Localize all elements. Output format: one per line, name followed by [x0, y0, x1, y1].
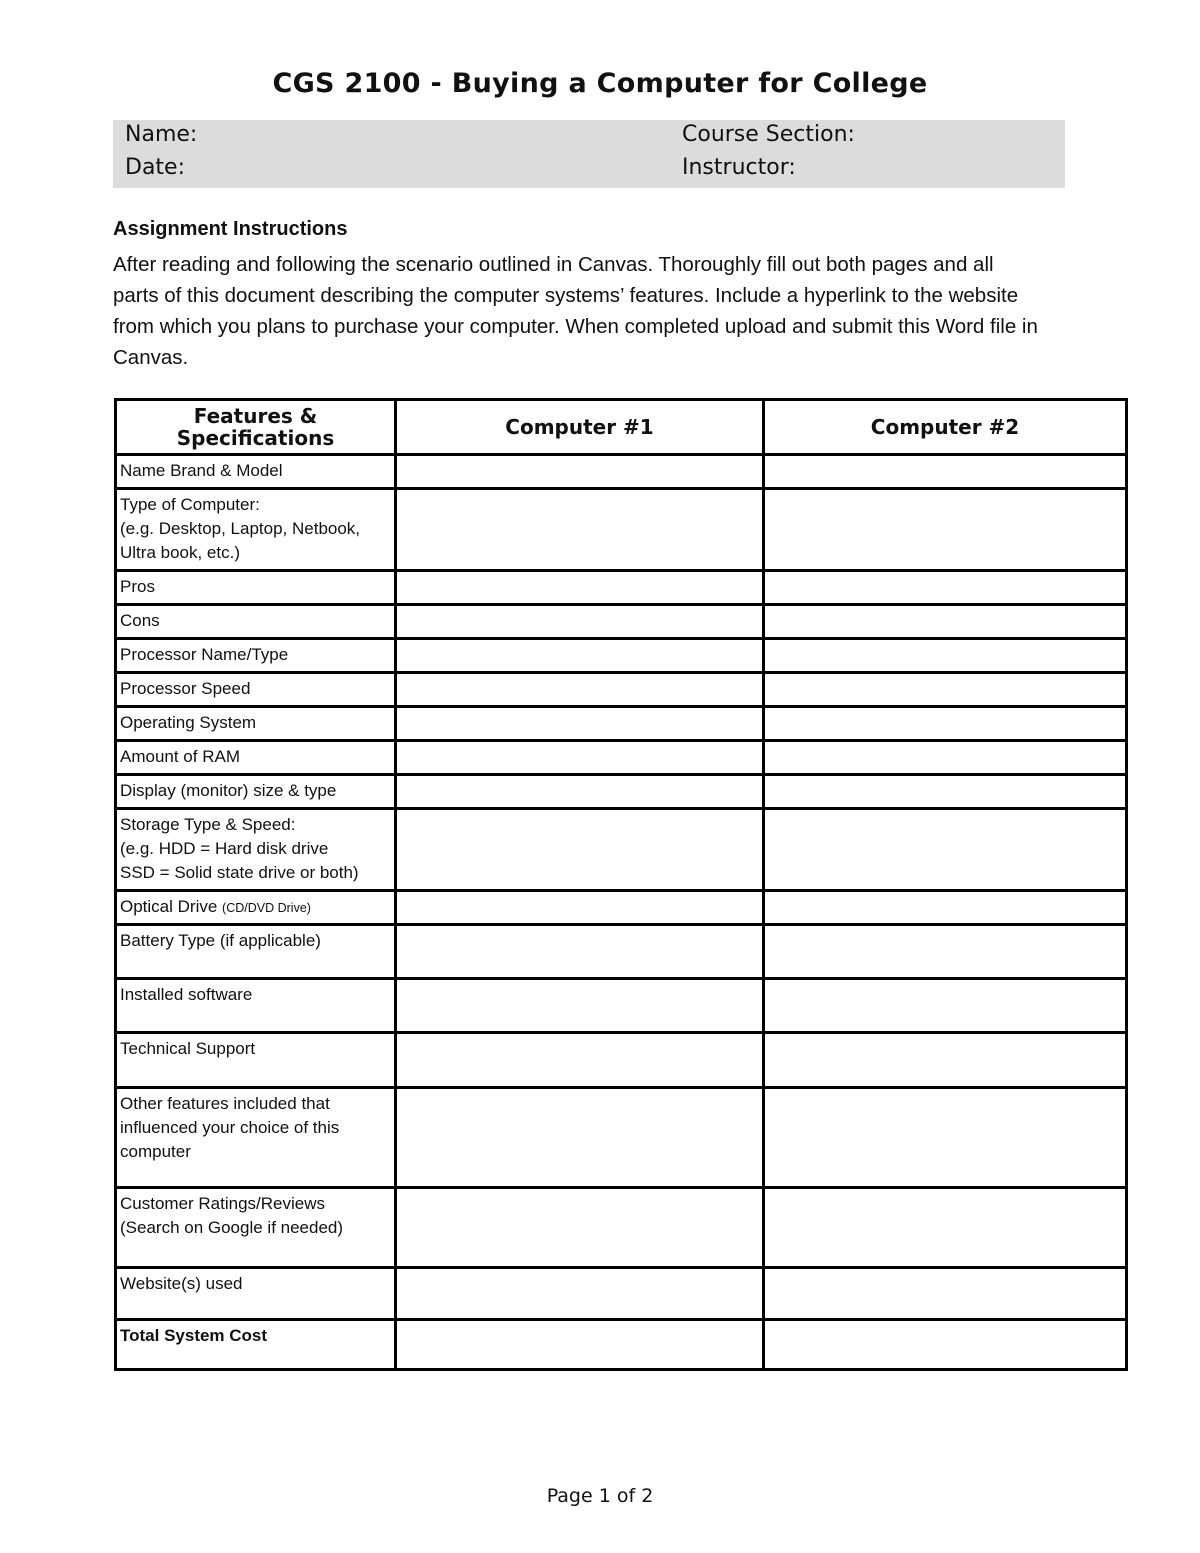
computer-2-cell[interactable]: [764, 979, 1127, 1033]
computer-1-cell[interactable]: [396, 673, 764, 707]
computer-2-cell[interactable]: [764, 571, 1127, 605]
row-label: Optical Drive: [120, 897, 218, 916]
table-row: [116, 639, 1127, 673]
computer-2-cell[interactable]: [764, 673, 1127, 707]
computer-2-cell[interactable]: [764, 809, 1127, 891]
computer-2-cell[interactable]: [764, 605, 1127, 639]
row-label: Processor Speed: [116, 673, 396, 707]
student-info-box: [113, 120, 1065, 188]
computer-2-cell[interactable]: [764, 1320, 1127, 1370]
row-label: Display (monitor) size & type: [116, 775, 396, 809]
header-computer-1: Computer #1: [396, 400, 764, 455]
table-row: [116, 455, 1127, 489]
computer-2-cell[interactable]: [764, 489, 1127, 571]
row-label-note: (CD/DVD Drive): [222, 901, 311, 915]
table-row: [116, 673, 1127, 707]
computer-1-cell[interactable]: [396, 1320, 764, 1370]
computer-2-cell[interactable]: [764, 1268, 1127, 1320]
comparison-table: [114, 398, 1128, 1371]
computer-1-cell[interactable]: [396, 1033, 764, 1088]
table-row: [116, 605, 1127, 639]
table-row: [116, 1320, 1127, 1370]
computer-1-cell[interactable]: [396, 1088, 764, 1188]
table-header-row: [116, 400, 1127, 455]
row-label: Installed software: [116, 979, 396, 1033]
table-row: [116, 925, 1127, 979]
row-label: Cons: [116, 605, 396, 639]
computer-1-cell[interactable]: [396, 979, 764, 1033]
instructions-body: After reading and following the scenario outlined in Canvas. Thoroughly fill out both pages and all parts of this document describing the computer systems’ features. Include a hyperlink to the website from which you plans to purchase your computer. When completed upload and submit this Word file in Canvas.: [113, 253, 1038, 369]
row-label: Website(s) used: [116, 1268, 396, 1320]
row-label: Total System Cost: [116, 1320, 396, 1370]
computer-1-cell[interactable]: [396, 571, 764, 605]
date-label: Date:: [125, 155, 185, 180]
row-label: Processor Name/Type: [116, 639, 396, 673]
row-label-line: (Search on Google if needed): [120, 1218, 344, 1237]
row-label-cell: [116, 1088, 396, 1188]
computer-1-cell[interactable]: [396, 639, 764, 673]
row-label: Battery Type (if applicable): [116, 925, 396, 979]
header-computer-2: Computer #2: [764, 400, 1127, 455]
computer-2-cell[interactable]: [764, 775, 1127, 809]
computer-1-cell[interactable]: [396, 809, 764, 891]
computer-2-cell[interactable]: [764, 455, 1127, 489]
computer-2-cell[interactable]: [764, 707, 1127, 741]
computer-2-cell[interactable]: [764, 891, 1127, 925]
row-label-line: computer: [120, 1142, 191, 1161]
computer-1-cell[interactable]: [396, 455, 764, 489]
instructor-label: Instructor:: [682, 155, 796, 180]
row-label: Technical Support: [116, 1033, 396, 1088]
row-label-line: influenced your choice of this: [120, 1118, 340, 1137]
table-row: [116, 489, 1127, 571]
computer-2-cell[interactable]: [764, 1033, 1127, 1088]
table-row: [116, 571, 1127, 605]
table-row: [116, 1268, 1127, 1320]
row-label-cell: [116, 1188, 396, 1268]
instructions-heading: Assignment Instructions: [113, 218, 348, 240]
table-row: [116, 707, 1127, 741]
row-label: Amount of RAM: [116, 741, 396, 775]
computer-1-cell[interactable]: [396, 707, 764, 741]
table-row: [116, 809, 1127, 891]
row-label: Other features included that: [120, 1094, 330, 1113]
row-label-line: Ultra book, etc.): [120, 543, 240, 562]
computer-2-cell[interactable]: [764, 1188, 1127, 1268]
table-row: [116, 891, 1127, 925]
row-label: Type of Computer:: [120, 495, 260, 514]
computer-1-cell[interactable]: [396, 775, 764, 809]
row-label: Pros: [116, 571, 396, 605]
table-row: [116, 1188, 1127, 1268]
computer-1-cell[interactable]: [396, 489, 764, 571]
computer-1-cell[interactable]: [396, 741, 764, 775]
row-label-cell: [116, 809, 396, 891]
table-row: [116, 1033, 1127, 1088]
course-section-label: Course Section:: [682, 122, 855, 147]
computer-2-cell[interactable]: [764, 639, 1127, 673]
computer-1-cell[interactable]: [396, 1188, 764, 1268]
row-label-line: SSD = Solid state drive or both): [120, 863, 359, 882]
computer-2-cell[interactable]: [764, 741, 1127, 775]
row-label: Name Brand & Model: [116, 455, 396, 489]
header-features: Features & Specifications: [116, 400, 396, 455]
row-label: Customer Ratings/Reviews: [120, 1194, 326, 1213]
row-label-cell: [116, 489, 396, 571]
row-label-line: (e.g. HDD = Hard disk drive: [120, 839, 329, 858]
page-number: Page 1 of 2: [546, 1485, 654, 1507]
row-label: Storage Type & Speed:: [120, 815, 296, 834]
computer-1-cell[interactable]: [396, 891, 764, 925]
row-label-line: (e.g. Desktop, Laptop, Netbook,: [120, 519, 361, 538]
table-row: [116, 741, 1127, 775]
computer-2-cell[interactable]: [764, 1088, 1127, 1188]
document-title: CGS 2100 - Buying a Computer for College: [272, 68, 928, 99]
table-row: [116, 1088, 1127, 1188]
table-row: [116, 979, 1127, 1033]
name-label: Name:: [125, 122, 198, 147]
computer-1-cell[interactable]: [396, 925, 764, 979]
table-row: [116, 775, 1127, 809]
computer-1-cell[interactable]: [396, 605, 764, 639]
computer-1-cell[interactable]: [396, 1268, 764, 1320]
computer-2-cell[interactable]: [764, 925, 1127, 979]
row-label: Operating System: [116, 707, 396, 741]
row-label-cell: [116, 891, 396, 925]
